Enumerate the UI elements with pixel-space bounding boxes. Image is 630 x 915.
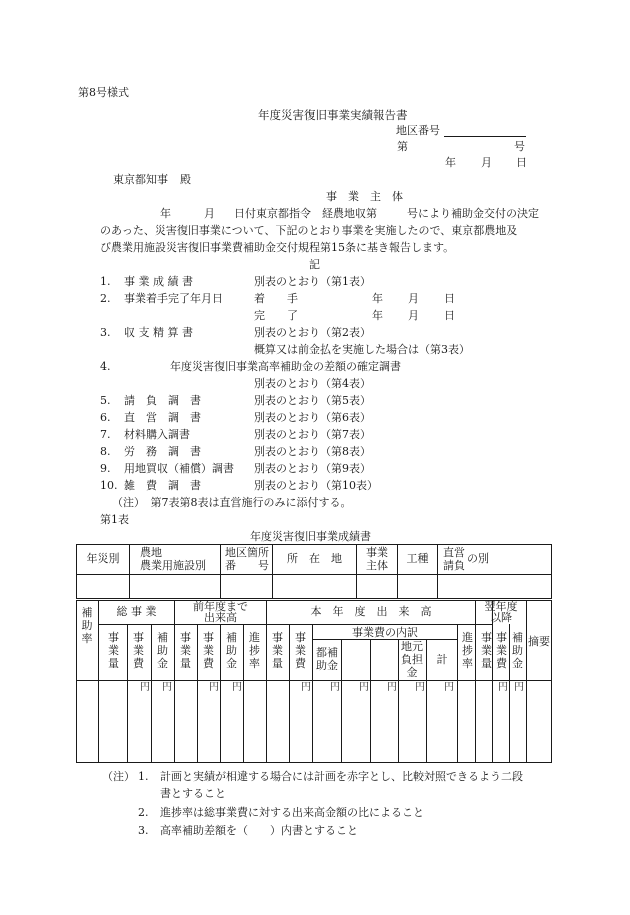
date-day: 日 [516, 156, 527, 169]
note-1-text: 計画と実績が相違する場合には計画を赤字とし、比較対照できるよう二段 [160, 770, 523, 783]
body-year: 年 [160, 207, 171, 220]
note-direct-work: （注） 第7表第8表は直営施行のみに添付する。 [112, 496, 352, 509]
item-2-start: 着 手 [254, 292, 298, 305]
item-1-ref: 別表のとおり（第1表） [254, 275, 371, 288]
district-number-underline [444, 136, 526, 137]
yen-next-subsidy: 円 [514, 682, 524, 693]
dai-label: 第 [397, 140, 408, 153]
header-location: 所 在 地 [287, 552, 342, 565]
note-1-text-cont: 書とすること [160, 787, 226, 800]
yen-other: 円 [387, 682, 397, 693]
item-10-name: 雑 費 調 書 [124, 479, 201, 492]
header-total-project: 総 事 業 [116, 605, 157, 618]
item-3-name: 収 支 精 算 書 [124, 326, 193, 339]
sub-header-local-burden: 地元負担金 [401, 640, 423, 679]
addressee: 東京都知事 [113, 173, 168, 186]
header-distinction: の別 [467, 552, 489, 565]
item-9-ref: 別表のとおり（第9表） [254, 462, 371, 475]
form-number: 第8号様式 [78, 86, 129, 99]
item-10-ref: 別表のとおり（第10表） [254, 479, 378, 492]
yen-this-cost: 円 [301, 682, 311, 693]
sub-header-prior-volume: 事業量 [180, 631, 191, 670]
item-1-name: 事 業 成 績 書 [124, 275, 193, 288]
body-month: 月 [204, 207, 215, 220]
sub-header-next-cost: 事業費 [496, 631, 507, 670]
item-2-end-year: 年 [372, 309, 383, 322]
item-7-number: 7. [100, 428, 111, 441]
sub-header-prior-subsidy: 補助金 [226, 631, 237, 670]
date-year: 年 [445, 156, 456, 169]
item-10-number: 10. [100, 479, 118, 492]
sub-header-this-cost: 事業費 [295, 631, 306, 670]
yen-total: 円 [444, 682, 454, 693]
body-ref-text: 日付東京都指令 経農地収第 [234, 207, 377, 220]
item-6-name: 直 営 調 書 [124, 411, 201, 424]
header-farmland: 農地 [140, 546, 162, 559]
sub-header-next-volume: 事業量 [481, 631, 492, 670]
body-line-3: び農業用施設災害復旧事業費補助金交付規程第15条に基き報告します。 [100, 241, 455, 254]
item-2-end-day: 日 [444, 309, 455, 322]
header-entity-2: 主体 [366, 559, 388, 572]
item-4-number: 4. [100, 360, 111, 373]
item-9-number: 9. [100, 462, 111, 475]
yen-prior-cost: 円 [209, 682, 219, 693]
item-3-ref-2: 概算又は前金払を実施した場合は（第3表） [254, 343, 470, 356]
item-2-start-year: 年 [372, 292, 383, 305]
item-2-start-day: 日 [444, 292, 455, 305]
item-2-number: 2. [100, 292, 111, 305]
yen-local-burden: 円 [415, 682, 425, 693]
item-4-name: 年度災害復旧事業高率補助金の差額の確定調書 [170, 360, 401, 373]
item-2-name: 事業着手完了年月日 [124, 292, 223, 305]
item-4-ref: 別表のとおり（第4表） [254, 377, 371, 390]
item-5-ref: 別表のとおり（第5表） [254, 394, 371, 407]
header-number: 番 号 [225, 559, 269, 572]
sub-header-prior-cost: 事業費 [203, 631, 214, 670]
item-8-name: 労 務 調 書 [124, 445, 201, 458]
yen-total-subsidy: 円 [162, 682, 172, 693]
item-7-ref: 別表のとおり（第7表） [254, 428, 371, 441]
item-6-number: 6. [100, 411, 111, 424]
yen-prior-subsidy: 円 [232, 682, 242, 693]
ki-label: 記 [309, 258, 320, 271]
addressee-suffix: 殿 [180, 173, 191, 186]
yen-total-cost: 円 [140, 682, 150, 693]
body-decision-text: 号により補助金交付の決定 [407, 207, 539, 220]
sub-header-this-progress: 進捗率 [462, 631, 473, 670]
item-3-number: 3. [100, 326, 111, 339]
sub-header-next-subsidy: 補助金 [512, 631, 523, 670]
header-contract: 請負 [443, 559, 465, 572]
date-month: 月 [481, 156, 492, 169]
item-5-number: 5. [100, 394, 111, 407]
district-number-label: 地区番号 [396, 124, 440, 137]
header-prior-year: 前年度まで [193, 600, 248, 613]
sub-header-total: 計 [436, 653, 448, 666]
item-7-name: 材料購入調書 [124, 428, 190, 441]
notes-label: （注） [102, 770, 135, 783]
header-remarks: 摘要 [528, 635, 550, 648]
header-direct: 直営 [443, 546, 465, 559]
note-2-number: 2. [138, 806, 149, 819]
table-1-label: 第1表 [100, 513, 129, 526]
go-label: 号 [514, 140, 525, 153]
item-8-ref: 別表のとおり（第8表） [254, 445, 371, 458]
applicant-label: 事 業 主 体 [326, 190, 403, 203]
sub-header-total-volume: 事業量 [108, 631, 119, 670]
header-entity-1: 事業 [366, 546, 388, 559]
item-9-name: 用地買収（補償）調書 [124, 462, 234, 475]
item-2-start-month: 月 [408, 292, 419, 305]
header-work-type: 工種 [406, 552, 429, 565]
sub-header-metro-subsidy: 都補助金 [316, 646, 338, 672]
note-1-number: 1. [138, 770, 149, 783]
body-line-2: のあった、災害復旧事業について、下記のとおり事業を実施したので、東京都農地及 [100, 224, 518, 237]
item-6-ref: 別表のとおり（第6表） [254, 411, 371, 424]
table-1-title: 年度災害復旧事業成績書 [250, 530, 371, 543]
sub-header-total-cost: 事業費 [133, 631, 144, 670]
header-prior-completed: 出来高 [204, 611, 237, 624]
item-2-end-month: 月 [408, 309, 419, 322]
header-year-disaster: 年災別 [86, 552, 120, 565]
header-subsidy-rate: 補助率 [81, 606, 93, 645]
header-next-year: 翌年度 [484, 600, 518, 613]
yen-next-cost: 円 [498, 682, 508, 693]
header-onward: 以降 [490, 611, 512, 624]
item-5-name: 請 負 調 書 [124, 394, 201, 407]
header-this-year: 本 年 度 出 来 高 [310, 605, 432, 618]
yen-metro-subsidy: 円 [330, 682, 340, 693]
note-3-number: 3. [138, 824, 149, 837]
header-breakdown: 事業費の内訳 [352, 626, 418, 639]
sub-header-this-volume: 事業量 [272, 631, 283, 670]
sub-header-prior-progress: 進捗率 [249, 631, 260, 670]
item-3-ref: 別表のとおり（第2表） [254, 326, 371, 339]
item-8-number: 8. [100, 445, 111, 458]
document-title: 年度災害復旧事業実績報告書 [258, 108, 408, 122]
item-1-number: 1. [100, 275, 111, 288]
note-3-text: 高率補助差額を（ ）内書とすること [160, 824, 358, 837]
header-district: 地区箇所 [225, 546, 269, 559]
item-2-end: 完 了 [254, 309, 298, 322]
yen-national-subsidy: 円 [359, 682, 369, 693]
sub-header-total-subsidy: 補助金 [157, 631, 168, 670]
note-2-text: 進捗率は総事業費に対する出来高金額の比によること [160, 806, 424, 819]
header-facility: 農業用施設別 [140, 559, 206, 572]
